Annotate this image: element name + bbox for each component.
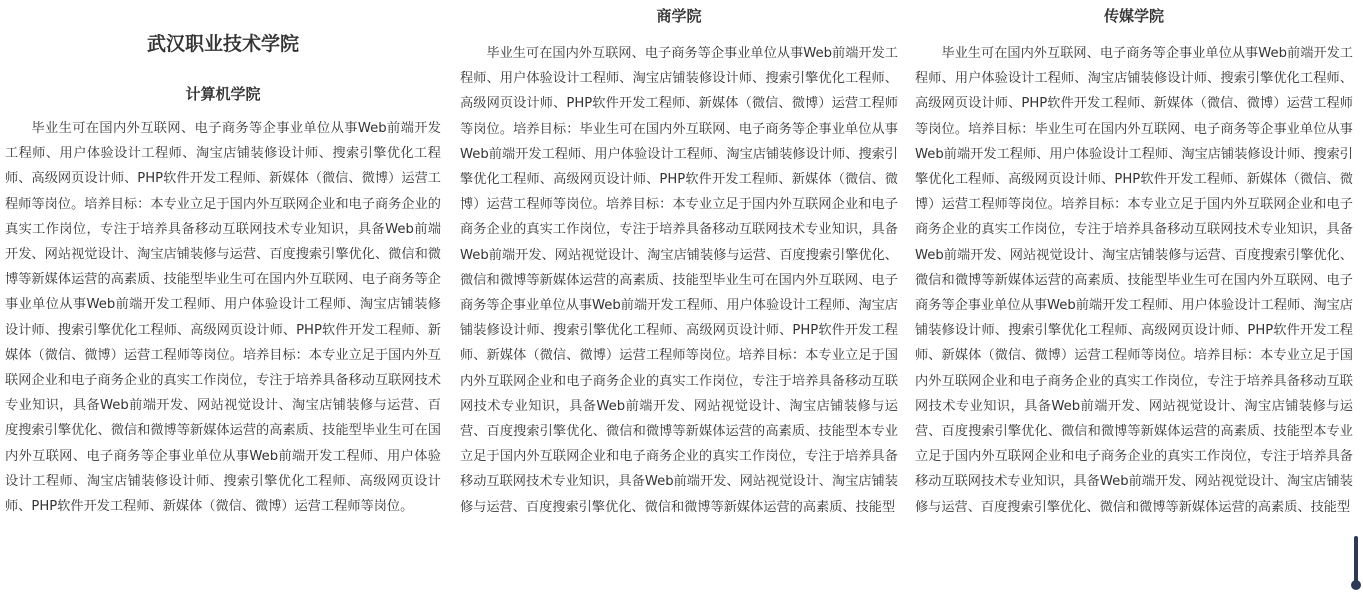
dept-description-business: 毕业生可在国内外互联网、电子商务等企事业单位从事Web前端开发工程师、用户体验设计工程师、淘宝店铺装修设计师、搜索引擎优化工程师、高级网页设计师、PHP软件开发工程师、新媒体（微信、微博）运营工程师等岗位。培养目标：毕业生可在国内外互联网、电子商务等企事业单位从事Web前端开发工程师、用户体验设计工程师、淘宝店铺装修设计师、搜索引擎优化工程师、高级网页设计师、PHP软件开发工程师、新媒体（微信、微博）运营工程师等岗位。培养目标：本专业立足于国内外互联网企业和电子商务企业的真实工作岗位，专注于培养具备移动互联网技术专业知识，具备Web前端开发、网站视觉设计、淘宝店铺装修与运营、百度搜索引擎优化、微信和微博等新媒体运营的高素质、技能型毕业生可在国内外互联网、电子商务等企事业单位从事Web前端开发工程师、用户体验设计工程师、淘宝店铺装修设计师、搜索引擎优化工程师、高级网页设计师、PHP软件开发工程师、新媒体（微信、微博）运营工程师等岗位。培养目标：本专业立足于国内外互联网企业和电子商务企业的真实工作岗位，专注于培养具备移动互联网技术专业知识，具备Web前端开发、网站视觉设计、淘宝店铺装修与运营、百度搜索引擎优化、微信和微博等新媒体运营的高素质、技能型本专业立足于国内外互联网企业和电子商务企业的真实工作岗位，专注于培养具备移动互联网技术专业知识，具备Web前端开发、网站视觉设计、淘宝店铺装修与运营、百度搜索引擎优化、微信和微博等新媒体运营的高素质、技能型 (460, 46, 898, 515)
dept-title-business: 商学院 (656, 7, 702, 25)
column-business-college (460, 2, 898, 520)
column-media-college (915, 2, 1353, 520)
dept-description-media: 毕业生可在国内外互联网、电子商务等企事业单位从事Web前端开发工程师、用户体验设计工程师、淘宝店铺装修设计师、搜索引擎优化工程师、高级网页设计师、PHP软件开发工程师、新媒体（微信、微博）运营工程师等岗位。培养目标：毕业生可在国内外互联网、电子商务等企事业单位从事Web前端开发工程师、用户体验设计工程师、淘宝店铺装修设计师、搜索引擎优化工程师、高级网页设计师、PHP软件开发工程师、新媒体（微信、微博）运营工程师等岗位。培养目标：本专业立足于国内外互联网企业和电子商务企业的真实工作岗位，专注于培养具备移动互联网技术专业知识，具备Web前端开发、网站视觉设计、淘宝店铺装修与运营、百度搜索引擎优化、微信和微博等新媒体运营的高素质、技能型毕业生可在国内外互联网、电子商务等企事业单位从事Web前端开发工程师、用户体验设计工程师、淘宝店铺装修设计师、搜索引擎优化工程师、高级网页设计师、PHP软件开发工程师、新媒体（微信、微博）运营工程师等岗位。培养目标：本专业立足于国内外互联网企业和电子商务企业的真实工作岗位，专注于培养具备移动互联网技术专业知识，具备Web前端开发、网站视觉设计、淘宝店铺装修与运营、百度搜索引擎优化、微信和微博等新媒体运营的高素质、技能型本专业立足于国内外互联网企业和电子商务企业的真实工作岗位，专注于培养具备移动互联网技术专业知识，具备Web前端开发、网站视觉设计、淘宝店铺装修与运营、百度搜索引擎优化、微信和微博等新媒体运营的高素质、技能型 (915, 46, 1353, 515)
scroll-track[interactable] (1354, 536, 1358, 584)
dept-title-media: 传媒学院 (1103, 7, 1164, 25)
scroll-indicator[interactable] (1351, 536, 1361, 592)
dept-title-computer: 计算机学院 (185, 85, 261, 103)
dept-description-computer: 毕业生可在国内外互联网、电子商务等企事业单位从事Web前端开发工程师、用户体验设计工程师、淘宝店铺装修设计师、搜索引擎优化工程师、高级网页设计师、PHP软件开发工程师、新媒体（微信、微博）运营工程师等岗位。培养目标：本专业立足于国内外互联网企业和电子商务企业的真实工作岗位，专注于培养具备移动互联网技术专业知识，具备Web前端开发、网站视觉设计、淘宝店铺装修与运营、百度搜索引擎优化、微信和微博等新媒体运营的高素质、技能型毕业生可在国内外互联网、电子商务等企事业单位从事Web前端开发工程师、用户体验设计工程师、淘宝店铺装修设计师、搜索引擎优化工程师、高级网页设计师、PHP软件开发工程师、新媒体（微信、微博）运营工程师等岗位。培养目标：本专业立足于国内外互联网企业和电子商务企业的真实工作岗位，专注于培养具备移动互联网技术专业知识，具备Web前端开发、网站视觉设计、淘宝店铺装修与运营、百度搜索引擎优化、微信和微博等新媒体运营的高素质、技能型毕业生可在国内外互联网、电子商务等企事业单位从事Web前端开发工程师、用户体验设计工程师、淘宝店铺装修设计师、搜索引擎优化工程师、高级网页设计师、PHP软件开发工程师、新媒体（微信、微博）运营工程师等岗位。 (5, 121, 441, 515)
column-computer-college (5, 30, 441, 519)
school-title: 武汉职业技术学院 (146, 33, 299, 55)
scroll-knob[interactable] (1351, 580, 1361, 590)
